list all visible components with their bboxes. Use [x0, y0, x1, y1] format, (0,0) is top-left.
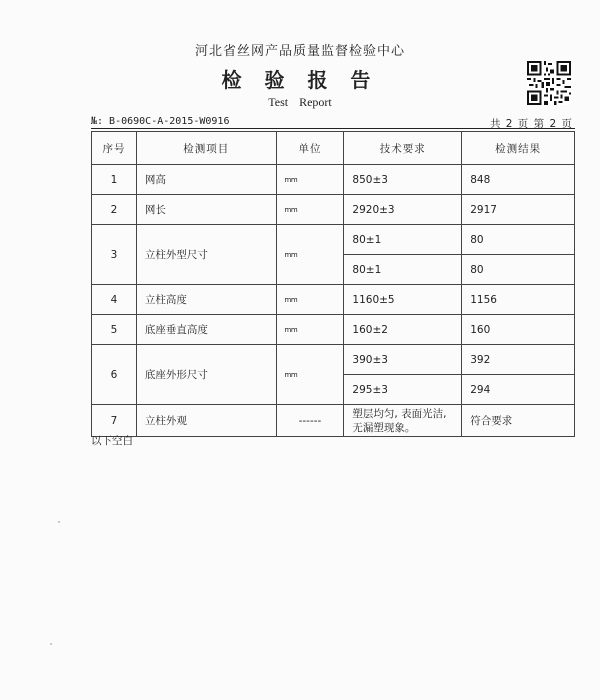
- result: 符合要求: [462, 405, 575, 437]
- requirement: 160±2: [344, 315, 462, 345]
- requirement: 295±3: [344, 375, 462, 405]
- requirement: 1160±5: [344, 285, 462, 315]
- row-number: 5: [92, 315, 137, 345]
- requirement: 850±3: [344, 165, 462, 195]
- result: 848: [462, 165, 575, 195]
- table-row: [92, 285, 575, 315]
- row-number: 1: [92, 165, 137, 195]
- row-number: 6: [92, 345, 137, 405]
- result: 1156: [462, 285, 575, 315]
- table-row: [92, 345, 575, 375]
- test-item: 网长: [136, 195, 276, 225]
- test-item: 底座垂直高度: [136, 315, 276, 345]
- table-row: [92, 225, 575, 255]
- page-info: 共 2 页 第 2 页: [489, 118, 572, 130]
- scan-speck: [50, 643, 52, 645]
- result: 392: [462, 345, 575, 375]
- table-header-row: [92, 132, 575, 165]
- result: 80: [462, 255, 575, 285]
- column-header-requirement: 技术要求: [344, 132, 462, 165]
- report-title: 检 验 报 告: [221, 68, 379, 92]
- report-subtitle: Test Report: [268, 95, 332, 109]
- test-item: 网高: [136, 165, 276, 195]
- test-item: 立柱高度: [136, 285, 276, 315]
- result: 294: [462, 375, 575, 405]
- column-header-item: 检测项目: [136, 132, 276, 165]
- column-header-unit: 单位: [276, 132, 344, 165]
- header-rule: [91, 128, 575, 129]
- scan-speck: [58, 521, 60, 523]
- requirement: 390±3: [344, 345, 462, 375]
- table-row: [92, 165, 575, 195]
- unit: mm: [276, 345, 344, 405]
- row-number: 3: [92, 225, 137, 285]
- column-header-no: 序号: [92, 132, 137, 165]
- test-item: 立柱外型尺寸: [136, 225, 276, 285]
- row-number: 7: [92, 405, 137, 437]
- organization-name: 河北省丝网产品质量监督检验中心: [194, 44, 405, 59]
- end-note: 以下空白: [91, 435, 133, 447]
- row-number: 4: [92, 285, 137, 315]
- results-table: [91, 131, 575, 437]
- result: 160: [462, 315, 575, 345]
- report-number: №: B-0690C-A-2015-W0916: [91, 116, 230, 127]
- unit: mm: [276, 195, 344, 225]
- column-header-result: 检测结果: [462, 132, 575, 165]
- test-item: 立柱外观: [136, 405, 276, 437]
- unit: ------: [276, 405, 344, 437]
- result: 80: [462, 225, 575, 255]
- unit: mm: [276, 225, 344, 285]
- table-row: [92, 195, 575, 225]
- qr-code-icon: [527, 61, 571, 105]
- requirement: 2920±3: [344, 195, 462, 225]
- table-row: [92, 405, 575, 437]
- unit: mm: [276, 285, 344, 315]
- unit: mm: [276, 315, 344, 345]
- row-number: 2: [92, 195, 137, 225]
- table-row: [92, 315, 575, 345]
- unit: mm: [276, 165, 344, 195]
- requirement: 塑层均匀, 表面光洁, 无漏塑现象。: [344, 405, 462, 437]
- requirement: 80±1: [344, 225, 462, 255]
- test-item: 底座外形尺寸: [136, 345, 276, 405]
- result: 2917: [462, 195, 575, 225]
- requirement: 80±1: [344, 255, 462, 285]
